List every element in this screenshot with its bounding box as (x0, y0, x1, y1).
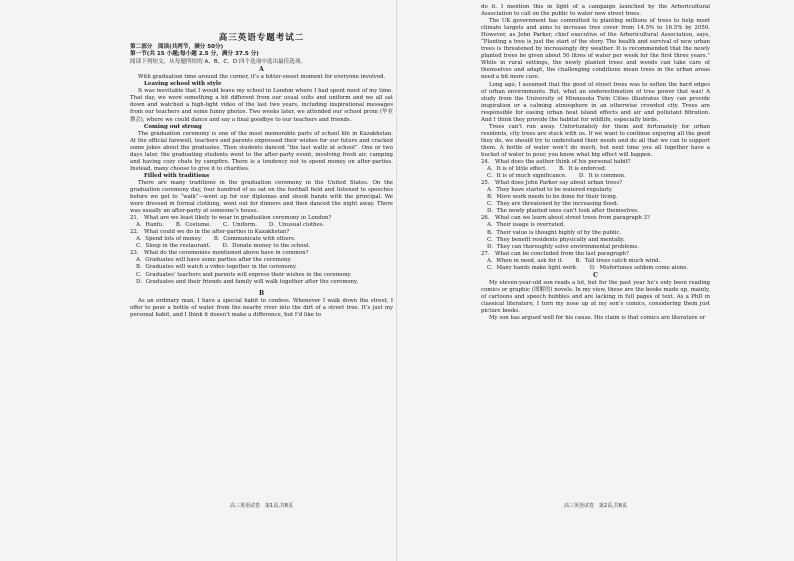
option: B．More work needs to be done for their living. (487, 194, 618, 201)
left-column (130, 32, 393, 502)
question-24: 24． What does the author think of his personal habit? (481, 159, 631, 166)
page-footer-1: 高三英语试卷 第1页,共8页 (230, 503, 293, 509)
instructions: 阅读下列短文，从每题所给的 A、B、C、D 四个选项中选出最佳选项。 (130, 58, 307, 65)
right-column (481, 4, 710, 474)
question-27: 27． What can be concluded from the last paragraph? (481, 250, 629, 257)
paragraph-b-start: As an ordinary man, I have a special habit to confess. Whenever I walk down the street, I offer to pour a bottle of water from the nearby river into the dirt of a street tree. It’s just my personal habit, and I think it doesn’t make a difference, but I’d like to (130, 297, 393, 318)
option: D．The newly planted ones can’t look after themselves. (487, 208, 639, 215)
intro-paragraph: With graduation time around the corner, it’s a bitter-sweet moment for everyone involved. (138, 74, 386, 81)
section-a-label: A (259, 66, 264, 74)
paragraph-trees-cant-run: Trees can’t run away. Unfortunately for them and fortunately for urban residents, city trees are stuck with us. If we want to continue enjoying all the good they do, we should try to understand their needs and do all that we can to support them. A bottle of water won’t do much, but next time you all together have a bucket of water to pour, you know what big effect will happen. (481, 123, 710, 158)
question-25: 25． What does John Parker say about urban trees? (481, 180, 623, 187)
option: B．Graduates will watch a video together in the ceremony. (136, 264, 297, 271)
section-heading: 第一节(共 15 小题;每小题 2.5 分，满分 37.5 分) (130, 51, 259, 58)
option: C．Uniform. (223, 222, 257, 229)
option: D．It is common. (578, 173, 626, 180)
option: C．Sleep in the restaurant. (136, 243, 211, 250)
option: B．Communicate with others. (213, 236, 296, 243)
option: A．It is of little effect. (487, 166, 547, 173)
paragraph-london: It was inevitable that I would leave my school in London where I had spent most of my time. That day, we were something a bit different from our usual suits and uniform and we all sat down and watched a high-light video of the last two years, including inspirational messages from our teachers and some funny photos. Two weeks later, we attended our school prom (毕业舞会), where we could dance and say a final goodbye to our teachers and friends. (130, 88, 393, 123)
option: B．Costume. (175, 222, 212, 229)
option: D．They can thoroughly solve environmental problems. (487, 243, 639, 250)
question-21-options (136, 222, 393, 229)
option: C．Graduates’ teachers and parents will express their wishes in the ceremony. (136, 271, 352, 278)
question-22: 22． What could we do in the after-parties in Kazakhstan? (130, 229, 290, 236)
part-heading: 第二部分 阅读(共两节，满分 50分) (130, 44, 224, 50)
option: A．They have started to be watered regularly. (487, 187, 613, 194)
exam-title: 高三英语专题考试二 (218, 33, 305, 43)
option: D．Graduates and their friends and family will walk together after the ceremony. (136, 278, 359, 285)
subheading-coming-out: Coming out strong (144, 123, 202, 130)
paragraph-uk-government: The UK government has committed to planting millions of trees to help meet climate targets and aims to increase tree cover from 14.5% to 16.5% by 2050. However, as John Parker, chief executive of the Arboricultural Association, says, “Planting a tree is just the start of the story. The health and survival of new urban trees is threatened by increasingly dry weather. It is recommended that the newly planted trees be given about 50 litres of water per week for the first three years.” While in rural settings, the newly planted trees and woods can take care of themselves and adapt, the challenging conditions mean trees in the urban areas need a bit more care. (481, 18, 710, 81)
question-24-options-row2 (487, 173, 710, 180)
option: B．It is enforced. (558, 166, 607, 173)
option: C．They benefit residents physically and mentally. (487, 236, 625, 243)
option: D．Misfortunes seldom come alone. (589, 264, 689, 271)
option: A．Graduates will have some parties after the ceremony. (136, 257, 292, 264)
page-footer-2: 高三英语试卷 第2页,共8页 (564, 503, 627, 509)
subheading-leaving-school: Leaving school with style (144, 81, 222, 88)
option: A．Hanfu. (136, 222, 164, 229)
question-21: 21． What are we least likely to wear in graduation ceremony in London? (130, 215, 332, 222)
paragraph-street-trees: Long ago, I assumed that the good of street trees was to soften the hard edges of urban environments. But, what an underestimation of tree power that was! A study from the University of Minnesota Twin Cities illustrates they can provide inspiration or a calming atmosphere in an otherwise crowded city. Trees are responsible for easing urban heat island effects and air and pollutant filtration. And I think they provide the habitat for wildlife, especially birds. (481, 81, 710, 123)
option: C．Many hands make light work. (487, 264, 578, 271)
option: B．Tall trees catch much wind. (575, 257, 661, 264)
option: C．They are threatened by the increasing flood. (487, 201, 619, 208)
question-23: 23． What do the ceremonies mentioned above have in common? (130, 250, 309, 257)
question-27-options-row2 (487, 265, 710, 272)
paragraph-c-argued: My son has argued well for his cause. His claim is that comics are literature or (489, 315, 706, 322)
question-26: 26． What can we learn about street trees from paragraph 3? (481, 215, 650, 222)
option: A．Their usage is overrated. (487, 222, 565, 229)
question-22-options-row1 (136, 236, 393, 243)
page-right (397, 0, 794, 561)
paragraph-usa: There are many traditions in the graduation ceremony in the United States. On the graduation ceremony day, four hundred of us sat on the football field and listened to speeches before we got to “walk”—went up for our diplomas and shook hands with the principal. We were dressed in formal clothing, went out for dinners and then danced the night away. There was usually an after-party at someone’s house. (130, 179, 393, 215)
option: A．When in need, ask for it. (487, 257, 564, 264)
option: D．Unusual clothes. (268, 222, 325, 229)
section-c-label: C (593, 271, 598, 279)
option: A．Spend lots of money. (136, 236, 202, 243)
section-b-label: B (258, 289, 265, 297)
paragraph-b-continued: do it. I mention this in light of a campaign launched by the Arboricultural Association to call on the public to water new street trees. (481, 4, 710, 18)
question-24-options-row1 (487, 166, 710, 173)
paragraph-c-son: My eleven-year-old son reads a lot, but for the past year he’s only been reading comics or graphic (图解的) novels. In my view, these are the books made up, mainly, of cartoons and speech bubbles and are lacking in full pages of text. As a PhD in classical literature, I turn my nose up at my son’s comics, considering them just picture books. (481, 279, 710, 314)
paragraph-kazakhstan: The graduation ceremony is one of the most memorable parts of school life in Kazakhstan. At the official farewell, teachers and parents expressed their wishes for our future and cracked some jokes about the graduates. Then students danced “the last waltz at school”. One or two days later, the graduating students went to the after-party event, involving fresh air, camping and having cozy chats by campfire. There is a tendency not to spend money on after-parties. Instead, many choose to give it to charities. (130, 130, 393, 172)
option: B．Their value is thought highly of by the public. (487, 229, 622, 236)
subheading-traditions: Filled with traditions (144, 172, 210, 179)
option: C．It is of much significance. (487, 173, 567, 180)
question-22-options-row2 (136, 243, 393, 250)
option: D．Donate money to the school. (222, 243, 311, 250)
question-27-options-row1 (487, 258, 710, 265)
